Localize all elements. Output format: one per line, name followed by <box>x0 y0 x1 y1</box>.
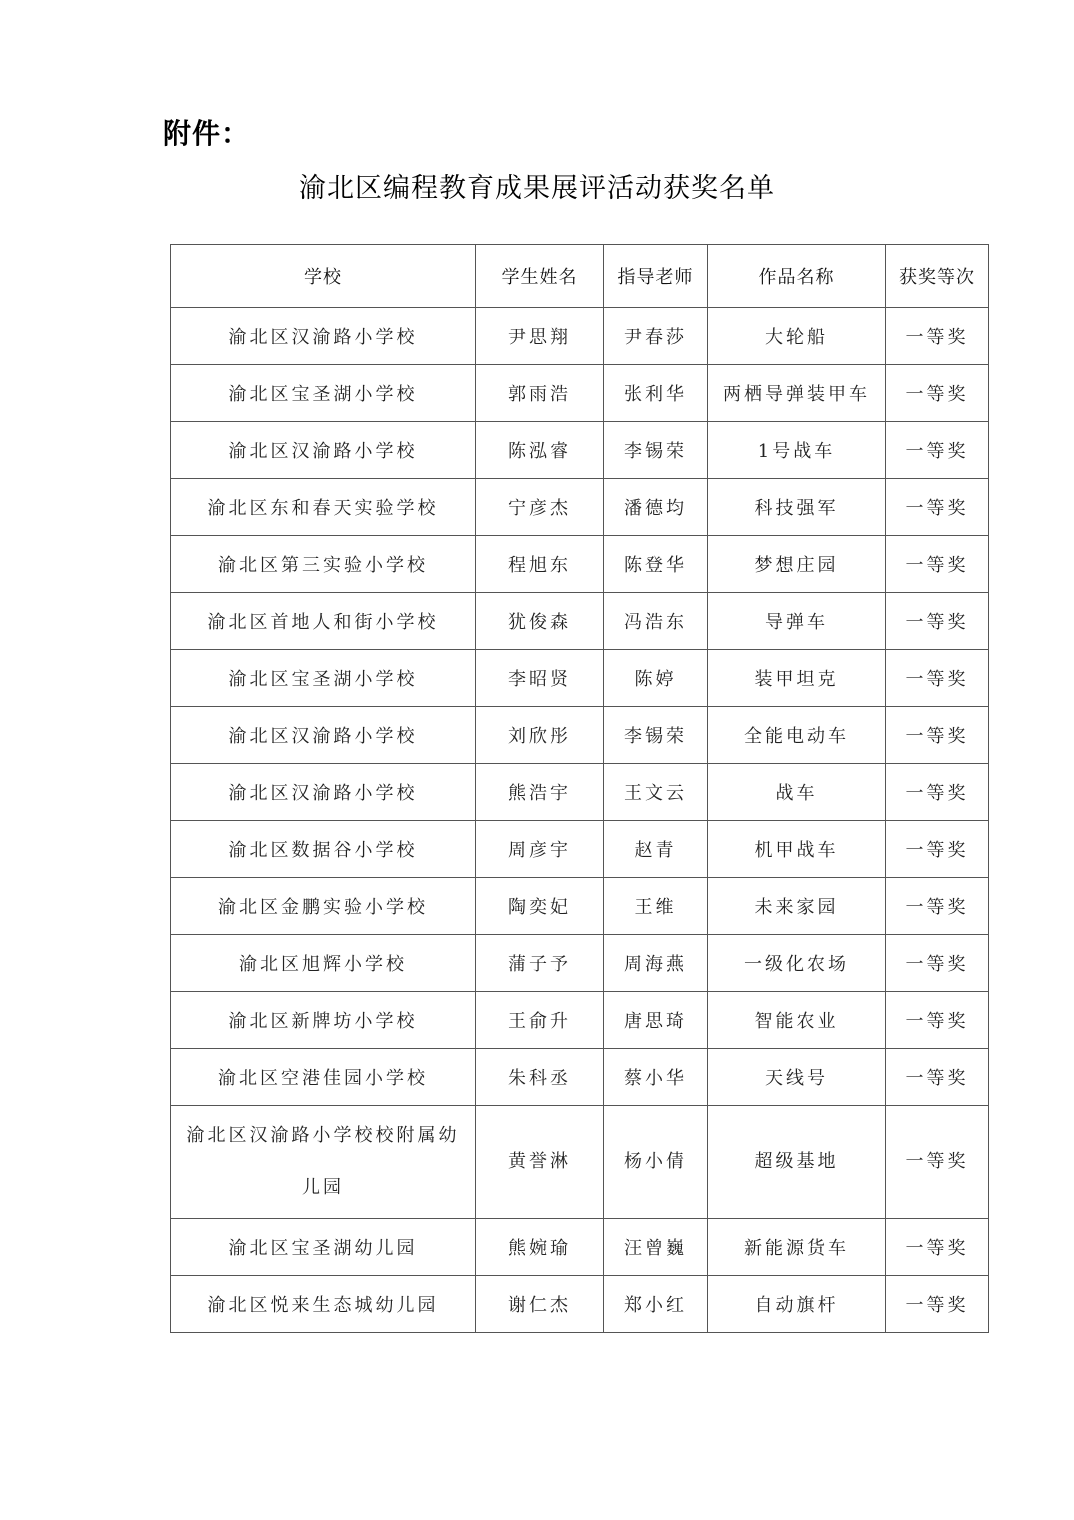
header-award-level: 获奖等次 <box>886 245 989 308</box>
header-school: 学校 <box>171 245 476 308</box>
advisor-cell: 李锡荣 <box>604 422 708 479</box>
work-title-cell: 两栖导弹装甲车 <box>708 365 886 422</box>
table-row <box>171 878 989 935</box>
work-title-cell: 科技强军 <box>708 479 886 536</box>
attachment-label: 附件： <box>163 117 251 150</box>
advisor-cell: 唐思琦 <box>604 992 708 1049</box>
table-row <box>171 422 989 479</box>
advisor-cell: 赵青 <box>604 821 708 878</box>
advisor-cell: 王文云 <box>604 764 708 821</box>
page-title: 渝北区编程教育成果展评活动获奖名单 <box>299 173 775 204</box>
student-name-cell: 犹俊森 <box>476 593 604 650</box>
award-level-cell: 一等奖 <box>886 992 989 1049</box>
award-level-cell: 一等奖 <box>886 593 989 650</box>
school-cell: 渝北区汉渝路小学校 <box>171 764 476 821</box>
award-level-cell: 一等奖 <box>886 308 989 365</box>
award-level-cell: 一等奖 <box>886 764 989 821</box>
work-title-cell: 天线号 <box>708 1049 886 1106</box>
student-name-cell: 熊浩宇 <box>476 764 604 821</box>
award-level-cell: 一等奖 <box>886 878 989 935</box>
table-row <box>171 821 989 878</box>
award-level-cell: 一等奖 <box>886 365 989 422</box>
student-name-cell: 陶奕妃 <box>476 878 604 935</box>
work-title-cell: 一级化农场 <box>708 935 886 992</box>
advisor-cell: 冯浩东 <box>604 593 708 650</box>
table-row <box>171 1219 989 1276</box>
school-cell: 渝北区汉渝路小学校 <box>171 308 476 365</box>
award-level-cell: 一等奖 <box>886 650 989 707</box>
table-row <box>171 1276 989 1333</box>
school-cell: 渝北区金鹏实验小学校 <box>171 878 476 935</box>
advisor-cell: 杨小倩 <box>604 1106 708 1219</box>
table-row <box>171 536 989 593</box>
work-title-cell: 未来家园 <box>708 878 886 935</box>
work-title-cell: 大轮船 <box>708 308 886 365</box>
school-cell: 渝北区悦来生态城幼儿园 <box>171 1276 476 1333</box>
work-title-cell: 导弹车 <box>708 593 886 650</box>
school-cell: 渝北区宝圣湖小学校 <box>171 650 476 707</box>
student-name-cell: 刘欣彤 <box>476 707 604 764</box>
header-student-name: 学生姓名 <box>476 245 604 308</box>
student-name-cell: 陈泓睿 <box>476 422 604 479</box>
award-level-cell: 一等奖 <box>886 1049 989 1106</box>
advisor-cell: 郑小红 <box>604 1276 708 1333</box>
school-cell: 渝北区第三实验小学校 <box>171 536 476 593</box>
advisor-cell: 潘德均 <box>604 479 708 536</box>
table-row <box>171 707 989 764</box>
table-row <box>171 650 989 707</box>
school-cell: 渝北区数据谷小学校 <box>171 821 476 878</box>
student-name-cell: 谢仁杰 <box>476 1276 604 1333</box>
table-row <box>171 365 989 422</box>
advisor-cell: 王维 <box>604 878 708 935</box>
school-cell: 渝北区汉渝路小学校 <box>171 707 476 764</box>
advisor-cell: 周海燕 <box>604 935 708 992</box>
school-cell: 渝北区汉渝路小学校校附属幼儿园 <box>171 1106 476 1219</box>
award-level-cell: 一等奖 <box>886 1219 989 1276</box>
table-row <box>171 308 989 365</box>
student-name-cell: 黄誉淋 <box>476 1106 604 1219</box>
award-level-cell: 一等奖 <box>886 707 989 764</box>
student-name-cell: 周彦宇 <box>476 821 604 878</box>
school-cell: 渝北区空港佳园小学校 <box>171 1049 476 1106</box>
table-row <box>171 935 989 992</box>
header-advisor: 指导老师 <box>604 245 708 308</box>
table-row <box>171 1106 989 1219</box>
work-title-cell: 装甲坦克 <box>708 650 886 707</box>
table-row <box>171 593 989 650</box>
school-cell: 渝北区宝圣湖幼儿园 <box>171 1219 476 1276</box>
work-title-cell: 梦想庄园 <box>708 536 886 593</box>
table-header-row <box>171 245 989 308</box>
table-row <box>171 992 989 1049</box>
award-level-cell: 一等奖 <box>886 1106 989 1219</box>
student-name-cell: 熊婉瑜 <box>476 1219 604 1276</box>
student-name-cell: 朱科丞 <box>476 1049 604 1106</box>
work-title-cell: 自动旗杆 <box>708 1276 886 1333</box>
table-row <box>171 479 989 536</box>
advisor-cell: 尹春莎 <box>604 308 708 365</box>
header-work-title: 作品名称 <box>708 245 886 308</box>
award-level-cell: 一等奖 <box>886 422 989 479</box>
award-level-cell: 一等奖 <box>886 479 989 536</box>
table-body <box>171 308 989 1333</box>
award-level-cell: 一等奖 <box>886 821 989 878</box>
advisor-cell: 陈婷 <box>604 650 708 707</box>
student-name-cell: 王俞升 <box>476 992 604 1049</box>
student-name-cell: 尹思翔 <box>476 308 604 365</box>
work-title-cell: 机甲战车 <box>708 821 886 878</box>
school-cell: 渝北区新牌坊小学校 <box>171 992 476 1049</box>
school-cell: 渝北区东和春天实验学校 <box>171 479 476 536</box>
table-row <box>171 1049 989 1106</box>
advisor-cell: 汪曾巍 <box>604 1219 708 1276</box>
school-cell: 渝北区宝圣湖小学校 <box>171 365 476 422</box>
award-level-cell: 一等奖 <box>886 536 989 593</box>
advisor-cell: 张利华 <box>604 365 708 422</box>
work-title-cell: 战车 <box>708 764 886 821</box>
work-title-cell: 超级基地 <box>708 1106 886 1219</box>
student-name-cell: 蒲子予 <box>476 935 604 992</box>
student-name-cell: 程旭东 <box>476 536 604 593</box>
student-name-cell: 宁彦杰 <box>476 479 604 536</box>
student-name-cell: 李昭贤 <box>476 650 604 707</box>
award-level-cell: 一等奖 <box>886 1276 989 1333</box>
advisor-cell: 李锡荣 <box>604 707 708 764</box>
work-title-cell: 新能源货车 <box>708 1219 886 1276</box>
student-name-cell: 郭雨浩 <box>476 365 604 422</box>
work-title-cell: 全能电动车 <box>708 707 886 764</box>
advisor-cell: 蔡小华 <box>604 1049 708 1106</box>
school-cell: 渝北区旭辉小学校 <box>171 935 476 992</box>
work-title-cell: 智能农业 <box>708 992 886 1049</box>
award-level-cell: 一等奖 <box>886 935 989 992</box>
table-row <box>171 764 989 821</box>
school-cell: 渝北区首地人和街小学校 <box>171 593 476 650</box>
work-title-cell: 1号战车 <box>708 422 886 479</box>
school-cell: 渝北区汉渝路小学校 <box>171 422 476 479</box>
award-table <box>170 244 989 1333</box>
advisor-cell: 陈登华 <box>604 536 708 593</box>
